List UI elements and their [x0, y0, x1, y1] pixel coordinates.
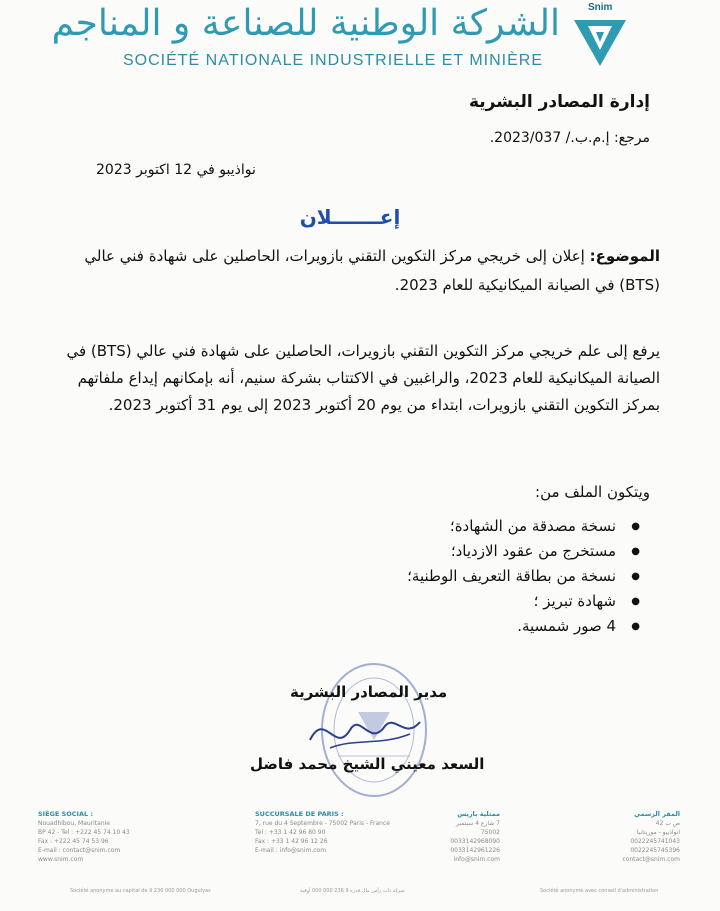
- footer-line: Tel : +33 1 42 96 80 90: [255, 829, 326, 836]
- footer-line: E-mail : info@snim.com: [255, 847, 327, 854]
- file-items-list: [407, 514, 640, 639]
- footer-line: Fax : +33 1 42 96 12 26: [255, 838, 328, 845]
- footer-line: 0033142968090: [450, 838, 500, 845]
- footer-siege-social: [38, 810, 130, 864]
- footer-line: BP 42 - Tel : +222 45 74 10 43: [38, 829, 130, 836]
- subject-paragraph: [60, 242, 660, 300]
- footer-legal-right: Société anonyme avec conseil d'administration: [540, 888, 659, 894]
- footer-heading: SUCCURSALE DE PARIS :: [255, 810, 344, 818]
- signatory-title: مدير المصادر البشرية: [290, 683, 448, 701]
- footer-line: Fax : +222 45 74 53 96: [38, 838, 109, 845]
- footer-line: 7 شارع 4 سبتمبر: [456, 820, 500, 827]
- footer-paris-branch: [255, 810, 390, 855]
- footer-line: ص ب 42: [655, 820, 680, 827]
- company-name-arabic: الشركة الوطنية للصناعة و المناجم: [51, 3, 560, 44]
- footer-line: 0022245741043: [630, 838, 680, 845]
- letter-date: نواذيبو في 12 اكتوبر 2023: [96, 162, 256, 178]
- footer-line: Nouadhibou, Mauritanie: [38, 820, 110, 827]
- footer-line: انواذيبو - موريتانيا: [636, 829, 680, 836]
- subject-label: الموضوع:: [589, 247, 660, 265]
- footer-line: contact@snim.com: [622, 856, 680, 863]
- list-item: ● نسخة مصدقة من الشهادة؛: [407, 514, 640, 539]
- footer-heading: SIÈGE SOCIAL :: [38, 810, 94, 818]
- subject-text: إعلان إلى خريجي مركز التكوين التقني بازويرات، الحاصلين على شهادة فني عالي (BTS) في الصيانة الميكانيكية للعام 2023.: [84, 247, 660, 294]
- footer-line: 0022245745396: [630, 847, 680, 854]
- letter-footer: [0, 810, 720, 911]
- announcement-title: إعـــــــلان: [299, 205, 401, 229]
- footer-line: 0033142961226: [450, 847, 500, 854]
- footer-line: 7, rue du 4 Septembre - 75002 Paris - France: [255, 820, 390, 827]
- footer-paris-branch-arabic: [400, 810, 500, 864]
- file-intro: ويتكون الملف من:: [535, 483, 650, 501]
- footer-line: 75002: [480, 829, 500, 836]
- list-item: ● شهادة تبريز ؛: [407, 589, 640, 614]
- reference-number: مرجع: إ.م.ب./ 2023/037.: [489, 130, 650, 146]
- footer-heading: ممثلية باريس: [457, 810, 500, 818]
- footer-legal-middle: شركة ذات رأس مال قدره 9 236 000 000 أوقية: [300, 888, 405, 894]
- footer-line: www.snim.com: [38, 856, 84, 863]
- signatory-name: السعد معيني الشيخ محمد فاضل: [250, 755, 485, 773]
- body-paragraph: يرفع إلى علم خريجي مركز التكوين التقني بازويرات، الحاصلين على شهادة فني عالي (BTS) في الصيانة الميكانيكية للعام 2023، والراغبين في الاكتتاب بشركة سنيم، أنه بإمكانهم إيداع ملفاتهم بمركز التكوين التقني بازويرات، ابتداء من يوم 20 أكتوبر 2023 إلى يوم 31 أكتوبر 2023.: [66, 342, 660, 414]
- department-heading: إدارة المصادر البشرية: [468, 92, 650, 112]
- list-item: ● مستخرج من عقود الازدياد؛: [407, 539, 640, 564]
- company-name-french: SOCIÉTÉ NATIONALE INDUSTRIELLE ET MINIÈRE: [122, 52, 544, 69]
- list-item: ● 4 صور شمسية.: [407, 614, 640, 639]
- footer-headquarters-arabic: [580, 810, 680, 864]
- snim-logo-text: Snim: [588, 2, 613, 13]
- footer-line: info@snim.com: [453, 856, 500, 863]
- footer-heading: المقر الرسمي: [633, 810, 680, 818]
- list-item: ● نسخة من بطاقة التعريف الوطنية؛: [407, 564, 640, 589]
- footer-line: E-mail : contact@snim.com: [38, 847, 121, 854]
- footer-legal-left: Société anonyme au capital de 9 236 000 000 Ouguiyas: [70, 888, 211, 894]
- handwritten-signature-icon: [300, 700, 440, 760]
